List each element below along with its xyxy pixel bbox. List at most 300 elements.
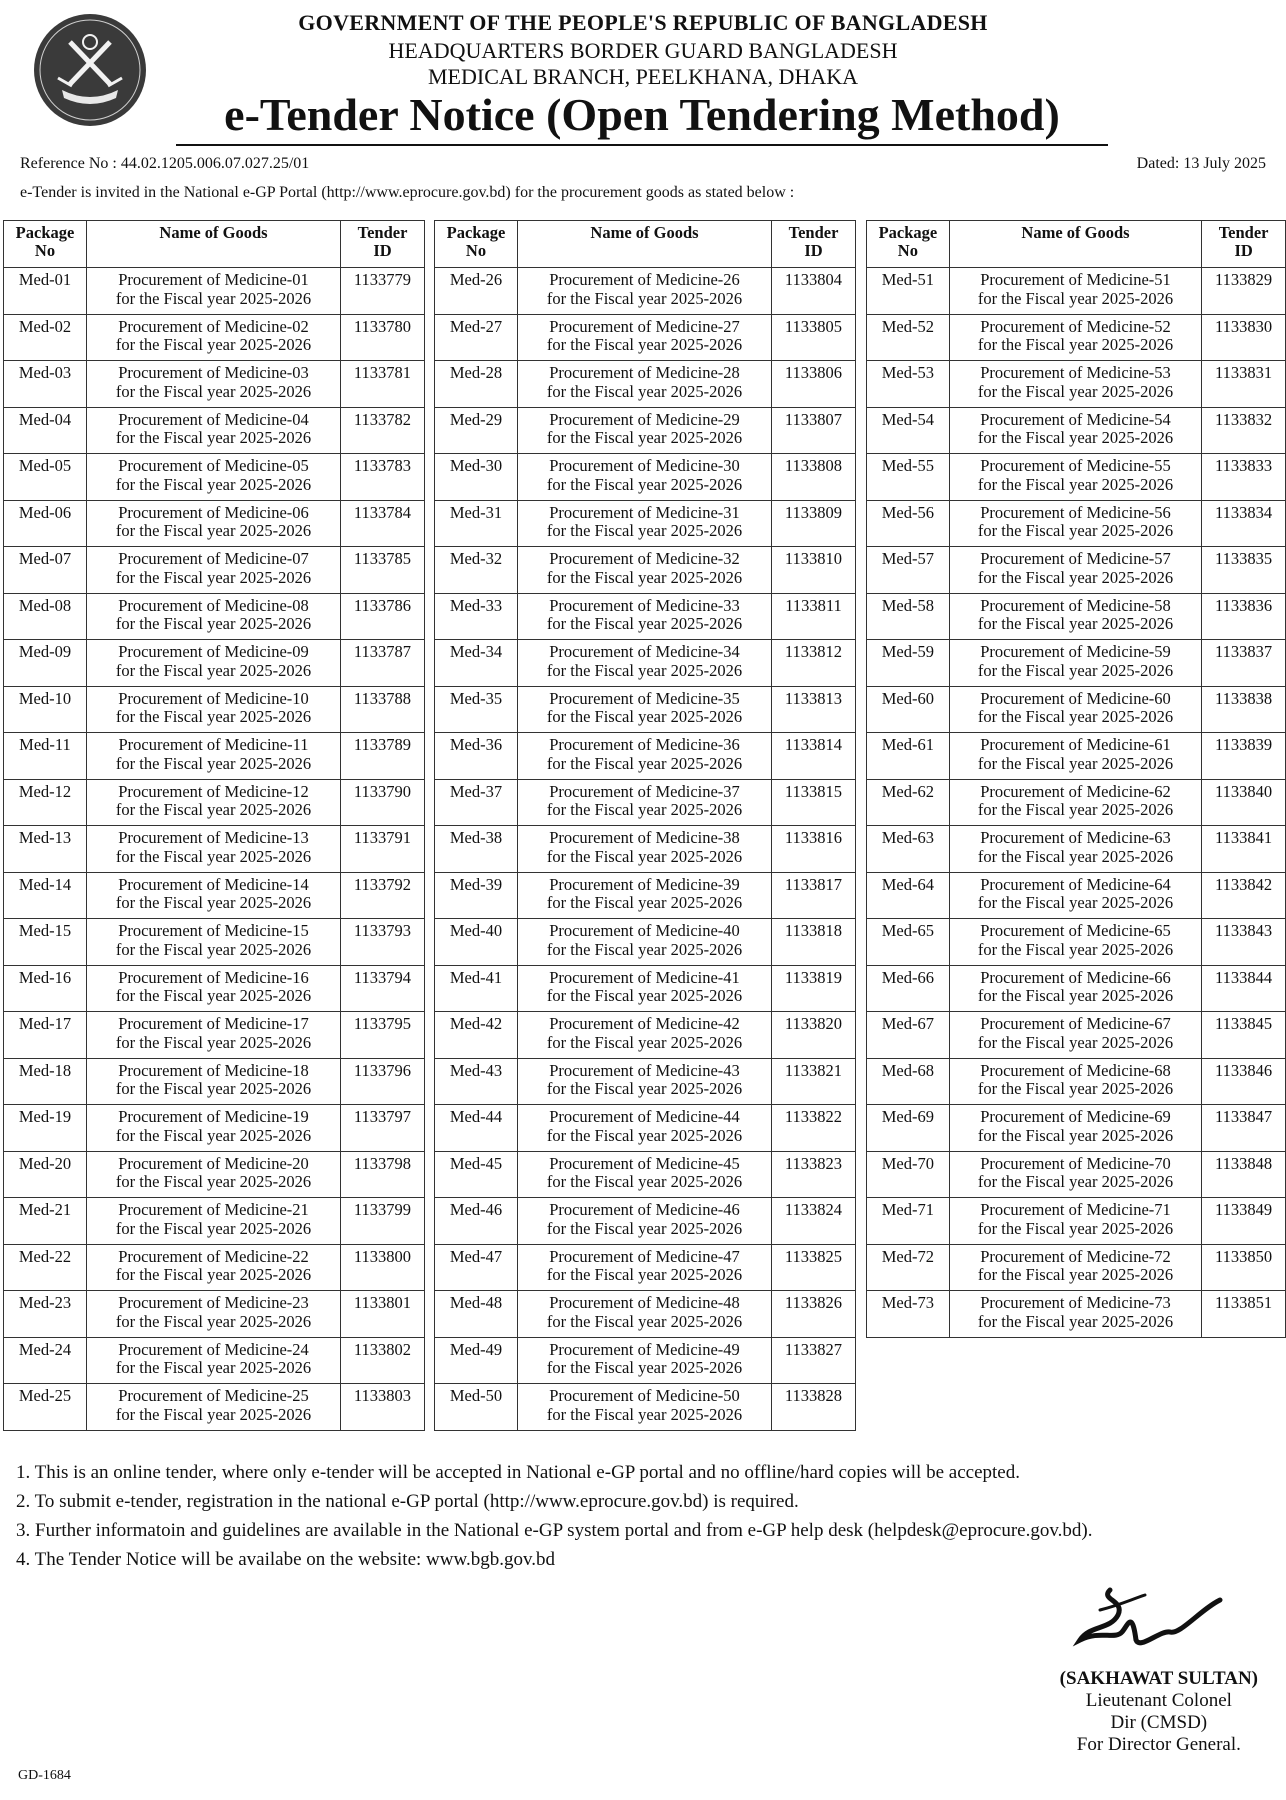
footer-code: GD-1684: [18, 1768, 71, 1783]
package-no-cell: Med-46: [435, 1198, 518, 1245]
goods-name: Procurement of Medicine-21: [118, 1200, 309, 1219]
table-row: [4, 965, 425, 1012]
goods-name: Procurement of Medicine-27: [549, 316, 740, 336]
goods-name-cell: [87, 640, 341, 687]
goods-name-cell: [518, 640, 772, 687]
table-row: [867, 826, 1286, 873]
tender-id-cell: 1133823: [772, 1151, 856, 1198]
tender-id-cell: 1133808: [772, 454, 856, 501]
table-row: [4, 547, 425, 594]
package-no-cell: Med-66: [867, 965, 950, 1012]
table-row: [867, 361, 1286, 408]
package-table-3: [866, 220, 1286, 1338]
tender-id-cell: 1133839: [1202, 733, 1286, 780]
tender-id-cell: 1133818: [772, 919, 856, 966]
table-row: [867, 872, 1286, 919]
goods-name: Procurement of Medicine-71: [980, 1200, 1171, 1219]
reference-number: Reference No : 44.02.1205.006.07.027.25/01: [20, 155, 310, 172]
goods-fiscal-year: for the Fiscal year 2025-2026: [546, 1311, 743, 1331]
goods-name-cell: [518, 1384, 772, 1431]
goods-name: Procurement of Medicine-48: [549, 1293, 740, 1312]
table-row: [435, 1198, 856, 1245]
goods-fiscal-year: for the Fiscal year 2025-2026: [546, 1358, 743, 1377]
goods-fiscal-year: for the Fiscal year 2025-2026: [115, 986, 312, 1005]
goods-fiscal-year: for the Fiscal year 2025-2026: [977, 893, 1174, 912]
goods-name: Procurement of Medicine-25: [118, 1386, 309, 1405]
tender-id-cell: 1133787: [341, 640, 425, 687]
goods-name: Procurement of Medicine-66: [980, 967, 1171, 987]
goods-name-cell: [949, 454, 1201, 501]
table-row: [435, 1337, 856, 1384]
package-no-cell: Med-39: [435, 872, 518, 919]
tender-id-cell: 1133799: [341, 1198, 425, 1245]
header-tender-id: Tender ID: [772, 221, 856, 268]
header-name-of-goods: Name of Goods: [518, 221, 772, 268]
tender-id-cell: 1133825: [772, 1244, 856, 1291]
goods-fiscal-year: for the Fiscal year 2025-2026: [977, 614, 1174, 633]
package-no-cell: Med-59: [867, 640, 950, 687]
goods-fiscal-year: for the Fiscal year 2025-2026: [977, 1172, 1174, 1191]
goods-fiscal-year: for the Fiscal year 2025-2026: [546, 1032, 743, 1052]
goods-name-cell: [949, 1151, 1201, 1198]
tender-id-cell: 1133791: [341, 826, 425, 873]
goods-name-cell: [518, 1012, 772, 1059]
goods-fiscal-year: for the Fiscal year 2025-2026: [115, 753, 312, 773]
goods-name: Procurement of Medicine-58: [980, 595, 1171, 615]
package-no-cell: Med-23: [4, 1291, 87, 1338]
goods-name-cell: [87, 1337, 341, 1384]
tender-id-cell: 1133847: [1202, 1105, 1286, 1152]
goods-name: Procurement of Medicine-47: [549, 1246, 740, 1266]
goods-name-cell: [949, 686, 1201, 733]
package-no-cell: Med-57: [867, 547, 950, 594]
goods-name: Procurement of Medicine-70: [980, 1153, 1171, 1173]
tender-id-cell: 1133804: [772, 268, 856, 315]
tender-id-cell: 1133833: [1202, 454, 1286, 501]
package-no-cell: Med-53: [867, 361, 950, 408]
tender-id-cell: 1133810: [772, 547, 856, 594]
goods-name-cell: [949, 640, 1201, 687]
goods-fiscal-year: for the Fiscal year 2025-2026: [546, 335, 743, 354]
package-no-cell: Med-11: [4, 733, 87, 780]
goods-name: Procurement of Medicine-14: [118, 874, 309, 894]
goods-fiscal-year: for the Fiscal year 2025-2026: [115, 381, 312, 401]
table-row: [867, 500, 1286, 547]
goods-name: Procurement of Medicine-40: [549, 921, 740, 940]
table-row: [4, 872, 425, 919]
tender-id-cell: 1133830: [1202, 314, 1286, 361]
goods-fiscal-year: for the Fiscal year 2025-2026: [546, 939, 743, 959]
package-no-cell: Med-55: [867, 454, 950, 501]
table-row: [867, 686, 1286, 733]
package-no-cell: Med-32: [435, 547, 518, 594]
goods-name-cell: [949, 826, 1201, 873]
goods-name-cell: [518, 268, 772, 315]
goods-name-cell: [87, 686, 341, 733]
tender-id-cell: 1133814: [772, 733, 856, 780]
table-row: [867, 1058, 1286, 1105]
goods-name-cell: [949, 593, 1201, 640]
goods-name-cell: [518, 593, 772, 640]
goods-name: Procurement of Medicine-55: [980, 456, 1171, 475]
goods-name-cell: [949, 500, 1201, 547]
goods-name: Procurement of Medicine-29: [549, 409, 740, 429]
package-no-cell: Med-06: [4, 500, 87, 547]
package-no-cell: Med-49: [435, 1337, 518, 1384]
goods-name: Procurement of Medicine-19: [118, 1107, 309, 1126]
goods-fiscal-year: for the Fiscal year 2025-2026: [115, 1311, 312, 1331]
tender-id-cell: 1133786: [341, 593, 425, 640]
header-package-no: Package No: [4, 221, 87, 268]
goods-name: Procurement of Medicine-57: [980, 549, 1171, 568]
table-row: [4, 1244, 425, 1291]
tender-id-cell: 1133835: [1202, 547, 1286, 594]
goods-name: Procurement of Medicine-52: [980, 316, 1171, 336]
goods-name-cell: [518, 779, 772, 826]
table-row: [4, 1058, 425, 1105]
package-no-cell: Med-37: [435, 779, 518, 826]
table-row: [4, 1384, 425, 1431]
package-no-cell: Med-65: [867, 919, 950, 966]
table-row: [435, 826, 856, 873]
goods-fiscal-year: for the Fiscal year 2025-2026: [115, 1404, 312, 1424]
tender-id-cell: 1133827: [772, 1337, 856, 1384]
goods-name-cell: [87, 547, 341, 594]
table-row: [435, 268, 856, 315]
goods-name: Procurement of Medicine-51: [980, 270, 1171, 289]
table-row: [4, 640, 425, 687]
package-no-cell: Med-31: [435, 500, 518, 547]
goods-name-cell: [949, 733, 1201, 780]
package-no-cell: Med-50: [435, 1384, 518, 1431]
goods-name: Procurement of Medicine-16: [118, 967, 309, 987]
goods-name-cell: [87, 1012, 341, 1059]
goods-name-cell: [949, 872, 1201, 919]
goods-name-cell: [518, 1337, 772, 1384]
package-no-cell: Med-10: [4, 686, 87, 733]
goods-fiscal-year: for the Fiscal year 2025-2026: [977, 381, 1174, 401]
goods-name: Procurement of Medicine-03: [118, 363, 309, 382]
goods-name: Procurement of Medicine-01: [118, 270, 309, 289]
signer-rank: Lieutenant Colonel: [1085, 1690, 1232, 1711]
tender-id-cell: 1133795: [341, 1012, 425, 1059]
goods-name: Procurement of Medicine-34: [549, 642, 740, 661]
goods-fiscal-year: for the Fiscal year 2025-2026: [546, 1218, 743, 1238]
goods-name: Procurement of Medicine-69: [980, 1107, 1171, 1126]
package-no-cell: Med-70: [867, 1151, 950, 1198]
goods-name: Procurement of Medicine-35: [549, 688, 740, 708]
goods-name: Procurement of Medicine-46: [549, 1200, 740, 1219]
package-no-cell: Med-36: [435, 733, 518, 780]
goods-fiscal-year: for the Fiscal year 2025-2026: [977, 1079, 1174, 1098]
table-row: [435, 872, 856, 919]
tender-id-cell: 1133842: [1202, 872, 1286, 919]
tender-id-cell: 1133783: [341, 454, 425, 501]
goods-fiscal-year: for the Fiscal year 2025-2026: [546, 707, 743, 726]
goods-fiscal-year: for the Fiscal year 2025-2026: [546, 567, 743, 587]
tender-id-cell: 1133801: [341, 1291, 425, 1338]
goods-fiscal-year: for the Fiscal year 2025-2026: [115, 939, 312, 959]
signer-name: (SAKHAWAT SULTAN): [1059, 1668, 1258, 1689]
package-no-cell: Med-16: [4, 965, 87, 1012]
goods-fiscal-year: for the Fiscal year 2025-2026: [546, 753, 743, 773]
package-no-cell: Med-73: [867, 1291, 950, 1338]
tender-id-cell: 1133806: [772, 361, 856, 408]
package-no-cell: Med-61: [867, 733, 950, 780]
table-row: [435, 1151, 856, 1198]
goods-name: Procurement of Medicine-61: [980, 735, 1171, 754]
table-row: [4, 686, 425, 733]
tender-id-cell: 1133837: [1202, 640, 1286, 687]
tender-id-cell: 1133826: [772, 1291, 856, 1338]
goods-fiscal-year: for the Fiscal year 2025-2026: [977, 474, 1174, 494]
tender-id-cell: 1133840: [1202, 779, 1286, 826]
table-row: [435, 454, 856, 501]
goods-name: Procurement of Medicine-33: [549, 595, 740, 615]
goods-name-cell: [518, 1058, 772, 1105]
table-row: [867, 733, 1286, 780]
goods-name-cell: [87, 500, 341, 547]
goods-name-cell: [949, 1058, 1201, 1105]
goods-fiscal-year: for the Fiscal year 2025-2026: [977, 800, 1174, 819]
goods-fiscal-year: for the Fiscal year 2025-2026: [977, 1311, 1174, 1331]
goods-name: Procurement of Medicine-23: [118, 1293, 309, 1312]
table-row: [4, 919, 425, 966]
goods-name-cell: [949, 779, 1201, 826]
goods-name: Procurement of Medicine-37: [549, 781, 740, 801]
goods-fiscal-year: for the Fiscal year 2025-2026: [115, 707, 312, 726]
package-no-cell: Med-71: [867, 1198, 950, 1245]
header-package-no: Package No: [867, 221, 950, 268]
goods-name: Procurement of Medicine-50: [549, 1386, 740, 1405]
note-item: 2. To submit e-tender, registration in the national e-GP portal (http://www.eprocure.gov.bd) is required.: [16, 1491, 799, 1512]
table-row: [435, 593, 856, 640]
tender-id-cell: 1133784: [341, 500, 425, 547]
table-row: [867, 407, 1286, 454]
goods-name: Procurement of Medicine-36: [549, 735, 740, 754]
package-no-cell: Med-33: [435, 593, 518, 640]
goods-name-cell: [949, 407, 1201, 454]
tender-id-cell: 1133831: [1202, 361, 1286, 408]
goods-name: Procurement of Medicine-20: [118, 1153, 309, 1173]
goods-fiscal-year: for the Fiscal year 2025-2026: [546, 614, 743, 633]
goods-name-cell: [87, 733, 341, 780]
goods-name: Procurement of Medicine-59: [980, 642, 1171, 661]
goods-fiscal-year: for the Fiscal year 2025-2026: [546, 381, 743, 401]
goods-fiscal-year: for the Fiscal year 2025-2026: [977, 1218, 1174, 1238]
goods-fiscal-year: for the Fiscal year 2025-2026: [115, 660, 312, 680]
goods-name-cell: [518, 361, 772, 408]
table-row: [4, 268, 425, 315]
goods-name-cell: [87, 1291, 341, 1338]
goods-name-cell: [518, 314, 772, 361]
goods-name: Procurement of Medicine-41: [549, 967, 740, 987]
table-row: [867, 965, 1286, 1012]
table-row: [435, 361, 856, 408]
goods-fiscal-year: for the Fiscal year 2025-2026: [115, 474, 312, 494]
header-package-no: Package No: [435, 221, 518, 268]
table-row: [435, 500, 856, 547]
table-row: [4, 779, 425, 826]
goods-fiscal-year: for the Fiscal year 2025-2026: [115, 288, 312, 308]
table-row: [4, 733, 425, 780]
tender-id-cell: 1133832: [1202, 407, 1286, 454]
tender-id-cell: 1133779: [341, 268, 425, 315]
goods-fiscal-year: for the Fiscal year 2025-2026: [115, 335, 312, 354]
table-row: [4, 454, 425, 501]
goods-name: Procurement of Medicine-53: [980, 363, 1171, 382]
table-row: [435, 1244, 856, 1291]
tender-id-cell: 1133816: [772, 826, 856, 873]
table-row: [867, 1151, 1286, 1198]
goods-fiscal-year: for the Fiscal year 2025-2026: [115, 1125, 312, 1145]
package-no-cell: Med-67: [867, 1012, 950, 1059]
tender-id-cell: 1133844: [1202, 965, 1286, 1012]
tender-id-cell: 1133834: [1202, 500, 1286, 547]
goods-name-cell: [518, 1244, 772, 1291]
table-row: [435, 407, 856, 454]
tender-id-cell: 1133848: [1202, 1151, 1286, 1198]
table-row: [867, 593, 1286, 640]
table-row: [4, 407, 425, 454]
goods-fiscal-year: for the Fiscal year 2025-2026: [977, 428, 1174, 447]
goods-name-cell: [949, 314, 1201, 361]
table-row: [435, 1012, 856, 1059]
signer-block: [1060, 1668, 1258, 1756]
note-item: 3. Further informatoin and guidelines are available in the National e-GP system portal and from e-GP help desk (helpdesk@eprocure.gov.bd).: [16, 1520, 1093, 1541]
intro-text: e-Tender is invited in the National e-GP Portal (http://www.eprocure.gov.bd) for the procurement goods as stated below :: [20, 184, 795, 201]
package-no-cell: Med-68: [867, 1058, 950, 1105]
goods-name: Procurement of Medicine-45: [549, 1153, 740, 1173]
table-row: [435, 919, 856, 966]
tender-id-cell: 1133821: [772, 1058, 856, 1105]
tender-id-cell: 1133811: [772, 593, 856, 640]
tender-id-cell: 1133794: [341, 965, 425, 1012]
goods-name-cell: [87, 454, 341, 501]
goods-name: Procurement of Medicine-06: [118, 502, 309, 522]
table-row: [435, 965, 856, 1012]
goods-name: Procurement of Medicine-56: [980, 502, 1171, 522]
goods-name-cell: [949, 1105, 1201, 1152]
table-row: [435, 733, 856, 780]
tender-id-cell: 1133851: [1202, 1291, 1286, 1338]
goods-name: Procurement of Medicine-09: [118, 642, 309, 661]
notice-title: e-Tender Notice (Open Tendering Method): [224, 89, 1060, 140]
package-no-cell: Med-64: [867, 872, 950, 919]
package-table-2: [434, 220, 856, 1431]
goods-fiscal-year: for the Fiscal year 2025-2026: [977, 335, 1174, 354]
package-no-cell: Med-24: [4, 1337, 87, 1384]
table-row: [435, 1058, 856, 1105]
goods-name-cell: [87, 1105, 341, 1152]
package-no-cell: Med-44: [435, 1105, 518, 1152]
goods-name: Procurement of Medicine-67: [980, 1014, 1171, 1033]
goods-name: Procurement of Medicine-17: [118, 1014, 309, 1033]
table-row: [4, 314, 425, 361]
tender-id-cell: 1133829: [1202, 268, 1286, 315]
package-no-cell: Med-58: [867, 593, 950, 640]
tender-id-cell: 1133789: [341, 733, 425, 780]
goods-name: Procurement of Medicine-54: [980, 409, 1171, 429]
table-row: [435, 686, 856, 733]
goods-name: Procurement of Medicine-24: [118, 1339, 309, 1359]
tender-id-cell: 1133813: [772, 686, 856, 733]
package-no-cell: Med-14: [4, 872, 87, 919]
goods-name: Procurement of Medicine-11: [118, 735, 309, 754]
goods-name: Procurement of Medicine-31: [549, 502, 740, 522]
goods-fiscal-year: for the Fiscal year 2025-2026: [977, 288, 1174, 308]
goods-name: Procurement of Medicine-68: [980, 1060, 1171, 1080]
table-row: [867, 1244, 1286, 1291]
tender-id-cell: 1133843: [1202, 919, 1286, 966]
goods-name-cell: [949, 1291, 1201, 1338]
goods-fiscal-year: for the Fiscal year 2025-2026: [115, 567, 312, 587]
header-tender-id: Tender ID: [1202, 221, 1286, 268]
package-no-cell: Med-72: [867, 1244, 950, 1291]
goods-name-cell: [518, 407, 772, 454]
goods-name-cell: [87, 1244, 341, 1291]
goods-fiscal-year: for the Fiscal year 2025-2026: [115, 521, 312, 540]
table-row: [4, 500, 425, 547]
package-no-cell: Med-45: [435, 1151, 518, 1198]
goods-name: Procurement of Medicine-26: [549, 270, 740, 289]
table-row: [867, 268, 1286, 315]
package-no-cell: Med-41: [435, 965, 518, 1012]
goods-name: Procurement of Medicine-05: [118, 456, 309, 475]
goods-name-cell: [518, 1105, 772, 1152]
goods-name-cell: [949, 1244, 1201, 1291]
goods-fiscal-year: for the Fiscal year 2025-2026: [546, 1172, 743, 1191]
goods-name-cell: [87, 314, 341, 361]
tender-id-cell: 1133780: [341, 314, 425, 361]
goods-name-cell: [518, 826, 772, 873]
table-row: [867, 1291, 1286, 1338]
goods-fiscal-year: for the Fiscal year 2025-2026: [977, 1265, 1174, 1284]
goods-name-cell: [518, 686, 772, 733]
goods-name: Procurement of Medicine-07: [118, 549, 309, 568]
goods-name: Procurement of Medicine-22: [118, 1246, 309, 1266]
goods-name: Procurement of Medicine-62: [980, 781, 1171, 801]
package-no-cell: Med-02: [4, 314, 87, 361]
goods-name: Procurement of Medicine-65: [980, 921, 1171, 940]
goods-name-cell: [87, 1384, 341, 1431]
table-row: [435, 547, 856, 594]
tender-id-cell: 1133846: [1202, 1058, 1286, 1105]
table-row: [867, 1198, 1286, 1245]
tender-id-cell: 1133819: [772, 965, 856, 1012]
goods-fiscal-year: for the Fiscal year 2025-2026: [977, 986, 1174, 1005]
package-no-cell: Med-19: [4, 1105, 87, 1152]
goods-name-cell: [87, 1151, 341, 1198]
package-no-cell: Med-28: [435, 361, 518, 408]
goods-name-cell: [87, 1198, 341, 1245]
package-no-cell: Med-38: [435, 826, 518, 873]
goods-name: Procurement of Medicine-04: [118, 409, 309, 429]
package-no-cell: Med-42: [435, 1012, 518, 1059]
package-no-cell: Med-48: [435, 1291, 518, 1338]
package-no-cell: Med-20: [4, 1151, 87, 1198]
goods-fiscal-year: for the Fiscal year 2025-2026: [115, 1265, 312, 1284]
goods-name-cell: [87, 779, 341, 826]
package-no-cell: Med-35: [435, 686, 518, 733]
goods-fiscal-year: for the Fiscal year 2025-2026: [115, 614, 312, 633]
goods-name: Procurement of Medicine-12: [118, 781, 309, 801]
goods-name-cell: [87, 1058, 341, 1105]
goods-name: Procurement of Medicine-64: [980, 874, 1171, 894]
tender-id-cell: 1133809: [772, 500, 856, 547]
package-no-cell: Med-15: [4, 919, 87, 966]
goods-name: Procurement of Medicine-02: [118, 316, 309, 336]
